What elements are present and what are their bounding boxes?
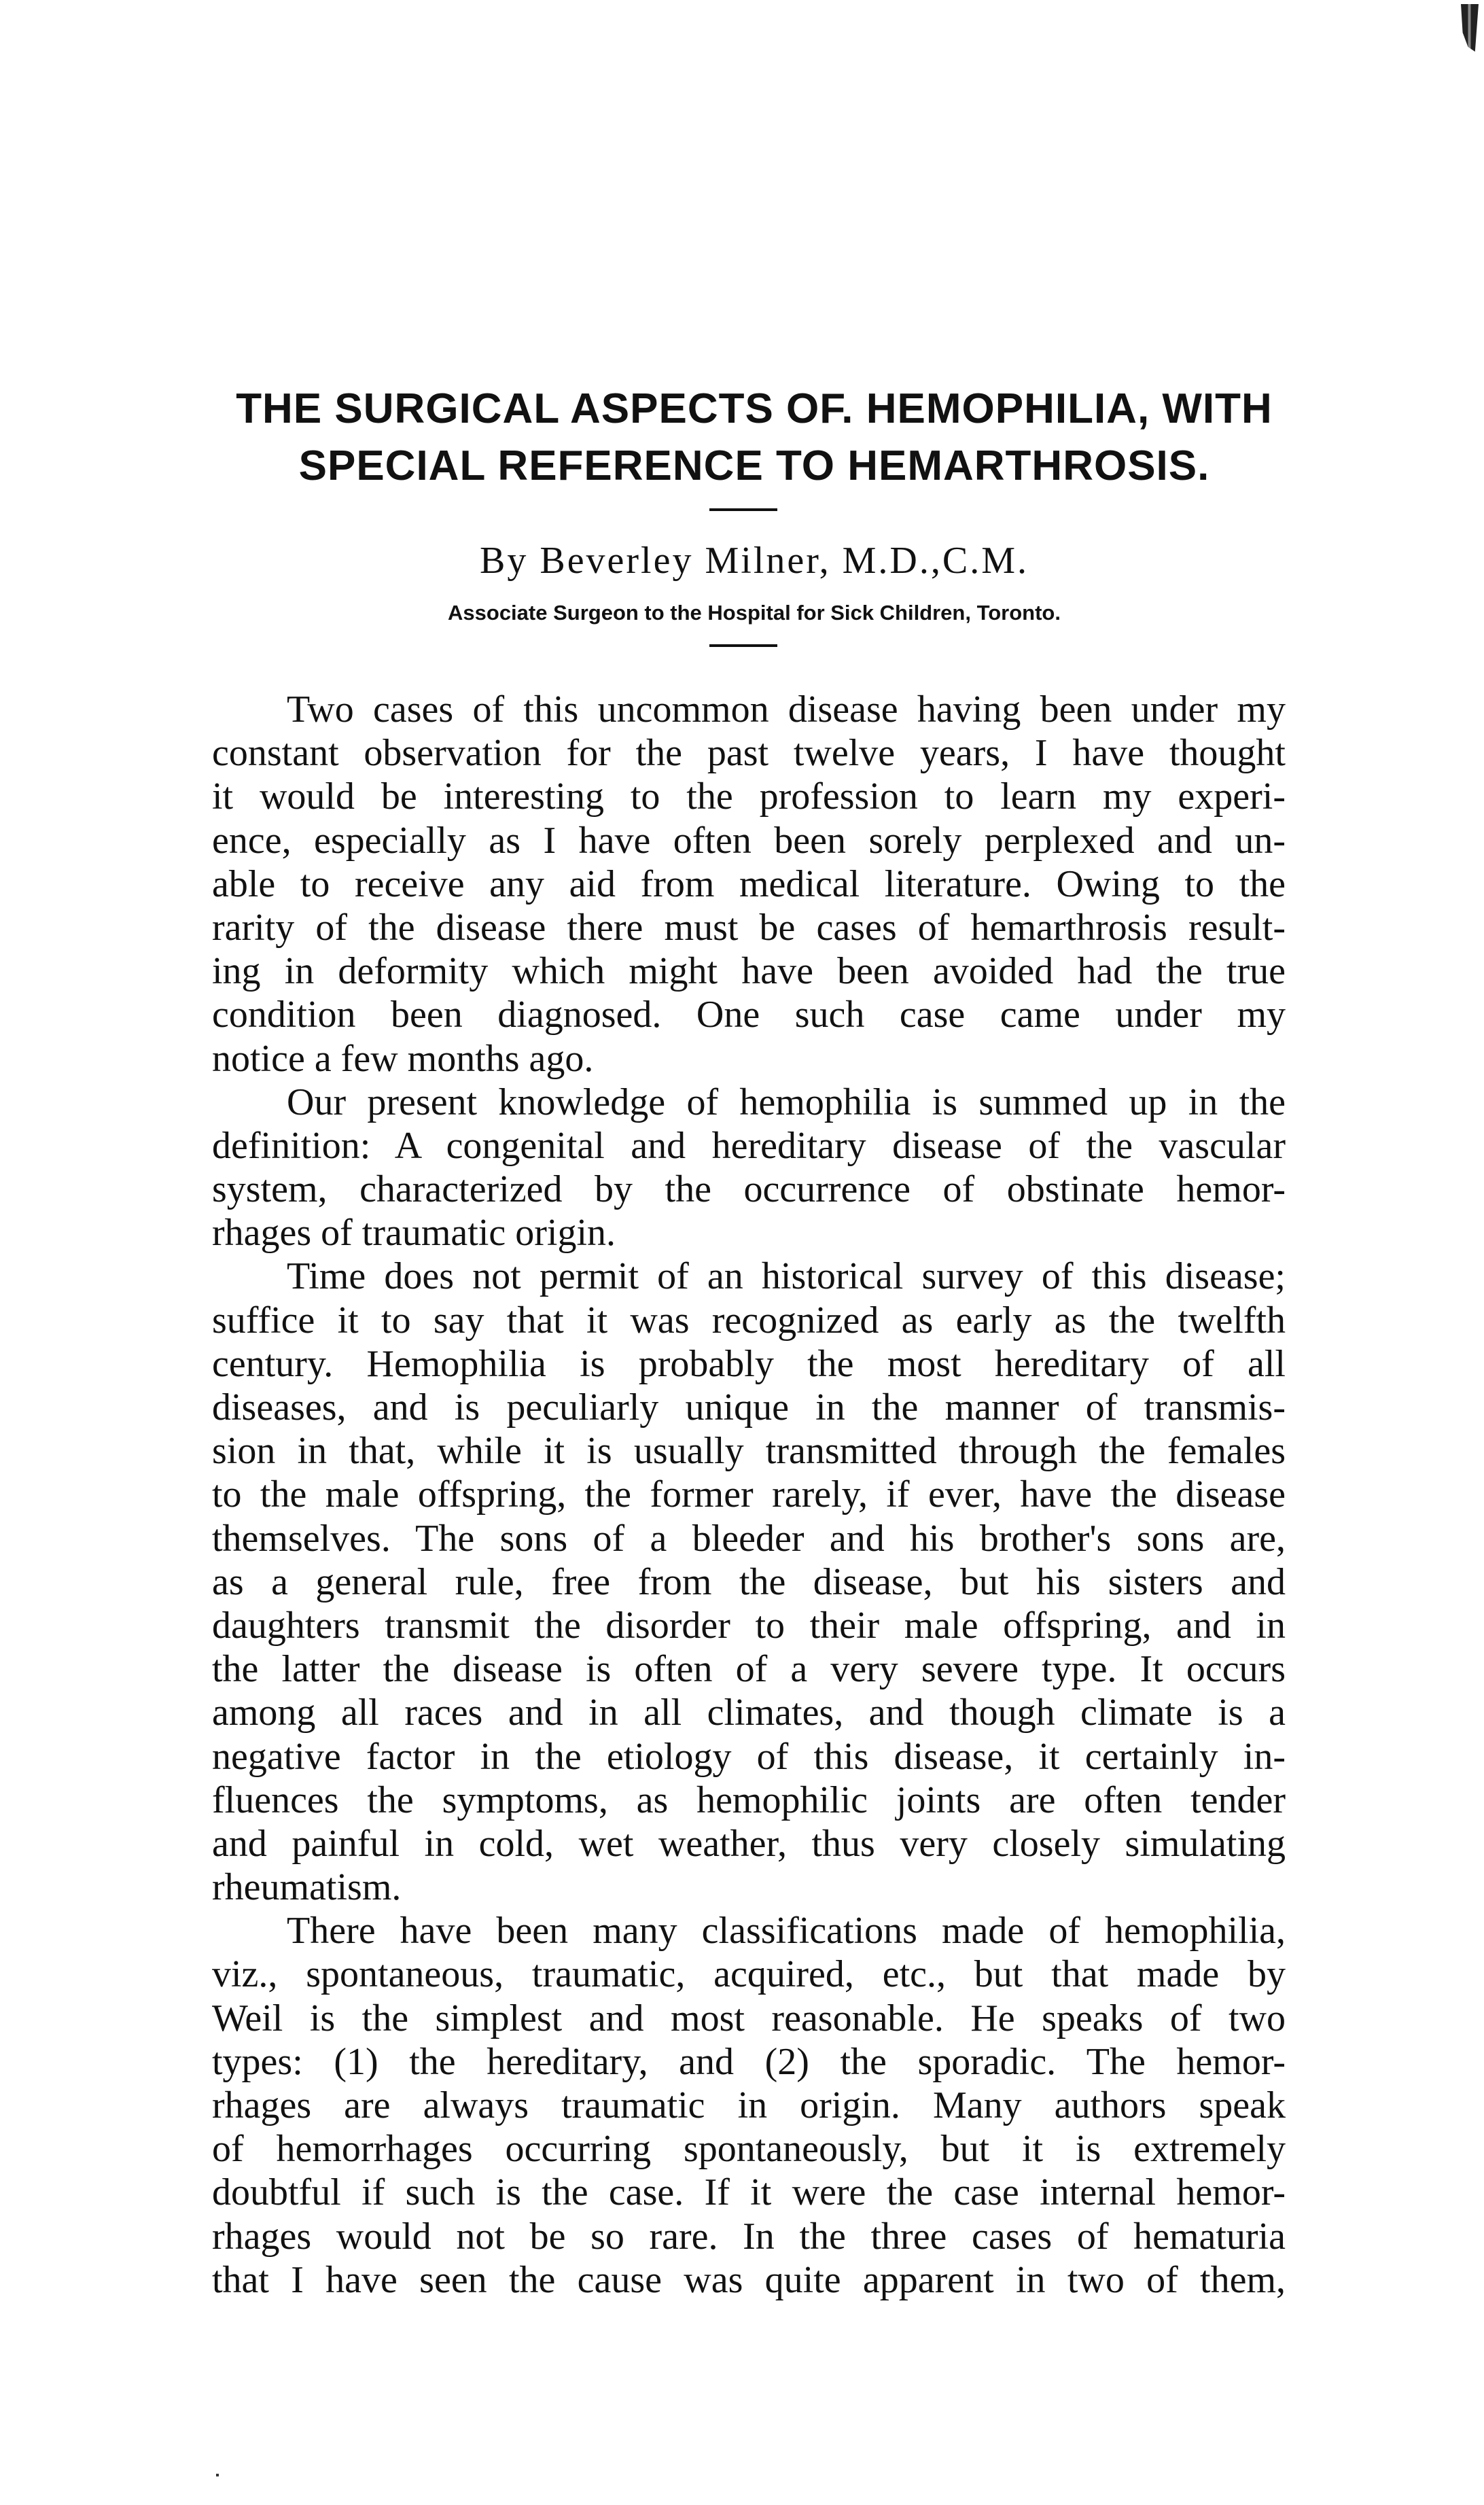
text-line: rheumatism. [212, 1866, 402, 1909]
text-line: rhages are always traumatic in origin. Many authors speak [212, 2084, 1286, 2126]
text-line: able to receive any aid from medical literature. Owing to the [212, 862, 1286, 905]
text-line: rhages of traumatic origin. [212, 1212, 616, 1255]
text-line: suffice it to say that it was recognized as early as the twelfth [212, 1299, 1286, 1342]
text-line: doubtful if such is the case. If it were the case internal hemor- [212, 2171, 1286, 2214]
article-title [204, 381, 1305, 495]
text-line: century. Hemophilia is probably the most hereditary of all [212, 1342, 1286, 1385]
text-line: Two cases of this uncommon disease having been under my [287, 688, 1286, 731]
title-line-2: SPECIAL REFERENCE TO HEMARTHROSIS. [298, 442, 1210, 489]
title-divider [709, 508, 777, 511]
paragraph [212, 1081, 1286, 1255]
text-line: it would be interesting to the profession to learn my experi- [212, 775, 1286, 818]
text-line: notice a few months ago. [212, 1037, 594, 1080]
text-line: sion in that, while it is usually transmitted through the females [212, 1430, 1286, 1473]
text-line: rhages would not be so rare. In the three cases of hematuria [212, 2215, 1286, 2258]
text-line: system, characterized by the occurrence of obstinate hemor- [212, 1168, 1286, 1211]
text-line: Weil is the simplest and most reasonable. He speaks of two [212, 1997, 1286, 2039]
author-affiliation: Associate Surgeon to the Hospital for Sick Children, Toronto. [448, 601, 1061, 625]
article-body [212, 688, 1286, 2302]
text-line: the latter the disease is often of a very severe type. It occurs [212, 1648, 1286, 1691]
text-line: negative factor in the etiology of this disease, it certainly in- [212, 1735, 1286, 1778]
paragraph [212, 1255, 1286, 1909]
text-line: diseases, and is peculiarly unique in the manner of transmis- [212, 1386, 1286, 1429]
text-line: among all races and in all climates, and though climate is a [212, 1692, 1286, 1734]
text-line: viz., spontaneous, traumatic, acquired, etc., but that made by [212, 1953, 1286, 1996]
text-line: Time does not permit of an historical survey of this disease; [287, 1255, 1286, 1298]
text-line: There have been many classifications made of hemophilia, [287, 1910, 1286, 1952]
author-byline: By Beverley Milner, M.D.,C.M. [479, 540, 1029, 582]
text-line: and painful in cold, wet weather, thus very closely simulating [212, 1822, 1286, 1865]
text-line: as a general rule, free from the disease, but his sisters and [212, 1560, 1286, 1603]
text-line: themselves. The sons of a bleeder and his brother's sons are, [212, 1517, 1286, 1560]
text-line: fluences the symptoms, as hemophilic joints are often tender [212, 1779, 1286, 1821]
text-line: of hemorrhages occurring spontaneously, but it is extremely [212, 2128, 1286, 2171]
text-line: constant observation for the past twelve years, I have thought [212, 732, 1286, 775]
text-line: definition: A congenital and hereditary disease of the vascular [212, 1124, 1286, 1167]
text-line: rarity of the disease there must be cases of hemarthrosis result- [212, 906, 1286, 949]
byline-divider [709, 644, 777, 647]
page-edge-mark [1461, 4, 1479, 52]
paragraph [212, 688, 1286, 1081]
text-line: condition been diagnosed. One such case came under my [212, 994, 1286, 1036]
text-line: ing in deformity which might have been avoided had the true [212, 950, 1286, 993]
text-line: ence, especially as I have often been sorely perplexed and un- [212, 819, 1286, 862]
stray-mark [216, 2474, 219, 2476]
title-line-1: THE SURGICAL ASPECTS OF. HEMOPHILIA, WITH [236, 385, 1273, 432]
paragraph [212, 1909, 1286, 2302]
text-line: that I have seen the cause was quite apparent in two of them, [212, 2258, 1286, 2301]
text-line: to the male offspring, the former rarely, if ever, have the disease [212, 1473, 1286, 1516]
text-line: daughters transmit the disorder to their male offspring, and in [212, 1604, 1286, 1647]
text-line: types: (1) the hereditary, and (2) the sporadic. The hemor- [212, 2040, 1286, 2083]
text-line: Our present knowledge of hemophilia is summed up in the [287, 1081, 1286, 1123]
